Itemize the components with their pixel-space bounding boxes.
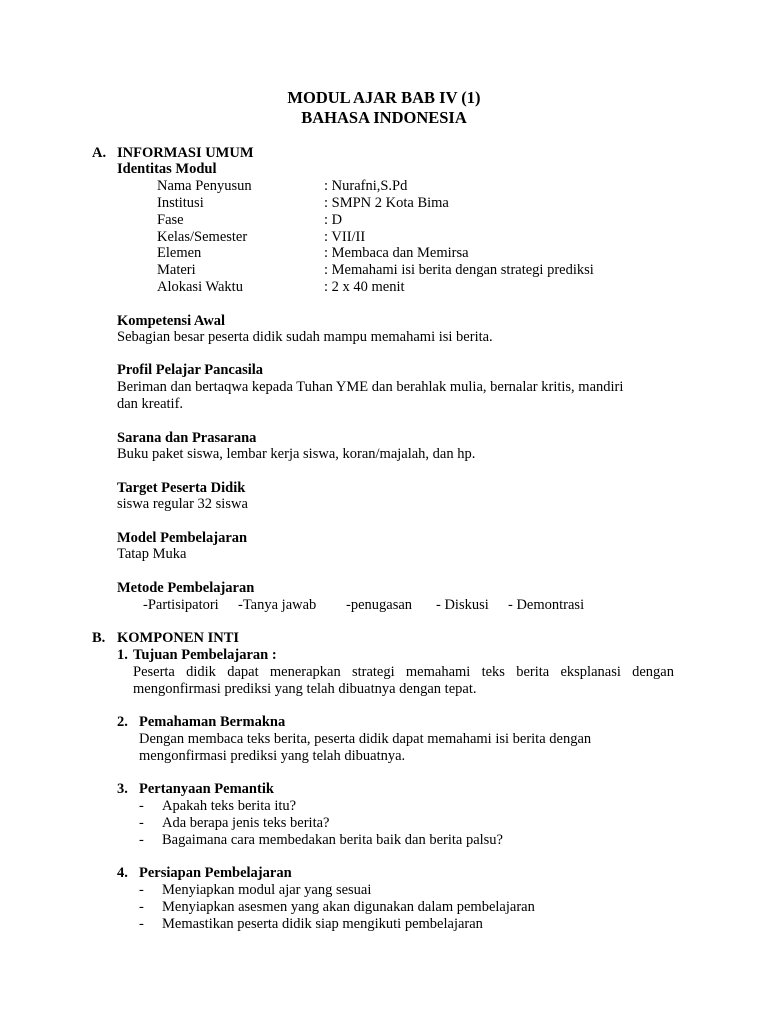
pemahaman-bermakna-heading: Pemahaman Bermakna <box>139 714 286 730</box>
pertanyaan-pemantik-heading: Pertanyaan Pemantik <box>139 781 274 797</box>
identity-value-elemen: : Membaca dan Memirsa <box>324 245 469 261</box>
pemahaman-bermakna-text-line-2: mengonfirmasi prediksi yang telah dibuatnya. <box>139 748 406 764</box>
metode-item-diskusi: - Diskusi <box>436 597 489 613</box>
identity-label-kelas-semester: Kelas/Semester <box>157 229 248 245</box>
persiapan-item: Menyiapkan asesmen yang akan digunakan dalam pembelajaran <box>162 899 535 915</box>
model-pembelajaran-text: Tatap Muka <box>117 546 187 562</box>
identity-value-fase: : D <box>324 212 343 228</box>
persiapan-item: Memastikan peserta didik siap mengikuti pembelajaran <box>162 916 483 932</box>
persiapan-pembelajaran-heading: Persiapan Pembelajaran <box>139 865 292 881</box>
metode-pembelajaran-heading: Metode Pembelajaran <box>117 580 255 596</box>
section-b-heading: KOMPONEN INTI <box>117 630 240 646</box>
profil-pelajar-heading: Profil Pelajar Pancasila <box>117 362 264 378</box>
tujuan-pembelajaran-heading: Tujuan Pembelajaran : <box>133 647 277 663</box>
identity-value-materi: : Memahami isi berita dengan strategi prediksi <box>324 262 594 278</box>
identity-value-institusi: : SMPN 2 Kota Bima <box>324 195 449 211</box>
target-peserta-text: siswa regular 32 siswa <box>117 496 248 512</box>
kompetensi-awal-heading: Kompetensi Awal <box>117 313 226 329</box>
model-pembelajaran-heading: Model Pembelajaran <box>117 530 248 546</box>
pertanyaan-item: Ada berapa jenis teks berita? <box>162 815 330 831</box>
metode-item-demontrasi: - Demontrasi <box>508 597 585 613</box>
metode-item-partisipatori: -Partisipatori <box>143 597 219 613</box>
identity-label-materi: Materi <box>157 262 196 278</box>
section-a-letter: A. <box>92 145 107 161</box>
list-bullet: - <box>139 832 144 848</box>
section-b-letter: B. <box>92 630 106 646</box>
list-bullet: - <box>139 916 144 932</box>
identity-label-nama-penyusun: Nama Penyusun <box>157 178 252 194</box>
identitas-modul-heading: Identitas Modul <box>117 161 217 177</box>
identity-label-elemen: Elemen <box>157 245 202 261</box>
metode-item-penugasan: -penugasan <box>346 597 413 613</box>
pemahaman-bermakna-text-line-1: Dengan membaca teks berita, peserta didik dapat memahami isi berita dengan <box>139 731 592 747</box>
list-bullet: - <box>139 882 144 898</box>
section-a-heading: INFORMASI UMUM <box>117 145 254 161</box>
kompetensi-awal-text: Sebagian besar peserta didik sudah mampu memahami isi berita. <box>117 329 493 345</box>
pemahaman-number: 2. <box>117 714 128 730</box>
identity-value-alokasi-waktu: : 2 x 40 menit <box>324 279 405 295</box>
identity-value-nama-penyusun: : Nurafni,S.Pd <box>324 178 408 194</box>
sarana-prasarana-text: Buku paket siswa, lembar kerja siswa, koran/majalah, dan hp. <box>117 446 476 462</box>
target-peserta-heading: Target Peserta Didik <box>117 480 246 496</box>
pertanyaan-item: Apakah teks berita itu? <box>162 798 297 814</box>
persiapan-item: Menyiapkan modul ajar yang sesuai <box>162 882 372 898</box>
document-title-line-2: BAHASA INDONESIA <box>301 108 467 127</box>
list-bullet: - <box>139 798 144 814</box>
list-bullet: - <box>139 815 144 831</box>
pertanyaan-number: 3. <box>117 781 128 797</box>
tujuan-pembelajaran-text: Peserta didik dapat menerapkan strategi memahami teks berita eksplanasi dengan mengonfirmasi prediksi yang telah dibuatnya dengan tepat. <box>133 664 674 697</box>
sarana-prasarana-heading: Sarana dan Prasarana <box>117 430 257 446</box>
identity-label-fase: Fase <box>157 212 184 228</box>
list-bullet: - <box>139 899 144 915</box>
profil-pelajar-text-line-2: dan kreatif. <box>117 396 184 412</box>
profil-pelajar-text-line-1: Beriman dan bertaqwa kepada Tuhan YME dan berahlak mulia, bernalar kritis, mandiri <box>117 379 624 395</box>
identity-label-alokasi-waktu: Alokasi Waktu <box>157 279 243 295</box>
identity-label-institusi: Institusi <box>157 195 204 211</box>
identity-value-kelas-semester: : VII/II <box>324 229 366 245</box>
document-title-line-1: MODUL AJAR BAB IV (1) <box>287 88 481 107</box>
pertanyaan-item: Bagaimana cara membedakan berita baik dan berita palsu? <box>162 832 503 848</box>
persiapan-number: 4. <box>117 865 128 881</box>
metode-item-tanya-jawab: -Tanya jawab <box>238 597 317 613</box>
tujuan-number: 1. <box>117 647 128 663</box>
